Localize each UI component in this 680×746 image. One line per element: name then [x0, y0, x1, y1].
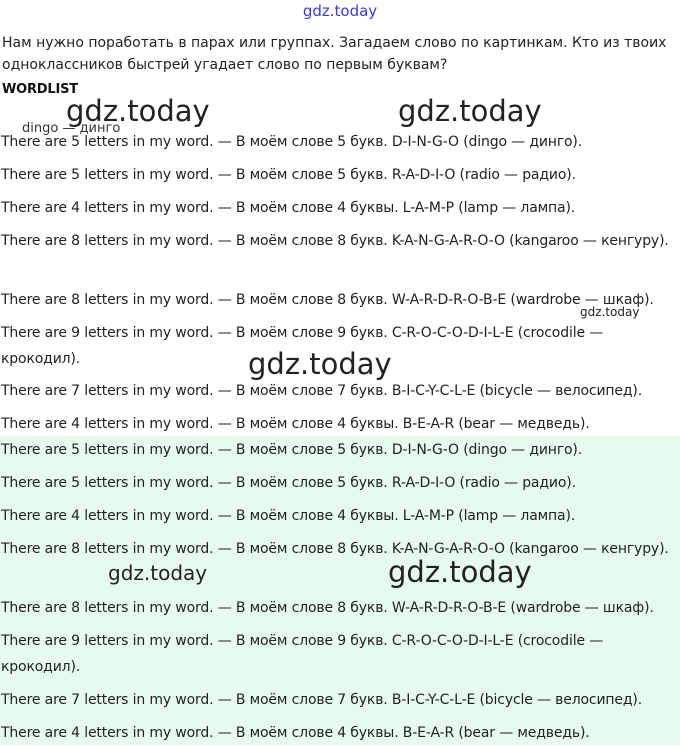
watermark: gdz.today	[388, 555, 532, 589]
answer-line: There are 5 letters in my word. — В моём слове 5 букв. D-I-N-G-O (dingo — динго).	[1, 134, 583, 150]
answer-line: There are 7 letters in my word. — В моём слове 7 букв. B-I-C-Y-C-L-E (bicycle — велосипед).	[1, 383, 643, 399]
answer-line: There are 8 letters in my word. — В моём слове 8 букв. K-A-N-G-A-R-O-O (kangaroo — кенгуру).	[1, 541, 669, 557]
answer-line: There are 4 letters in my word. — В моём слове 4 буквы. L-A-M-P (lamp — лампа).	[1, 200, 576, 216]
answer-line: There are 4 letters in my word. — В моём слове 4 буквы. B-E-A-R (bear — медведь).	[1, 725, 590, 741]
answer-line: There are 5 letters in my word. — В моём слове 5 букв. D-I-N-G-O (dingo — динго).	[1, 442, 583, 458]
answer-line: There are 9 letters in my word. — В моём слове 9 букв. C-R-O-C-O-D-I-L-E (crocodile — крокодил).	[1, 633, 604, 675]
answer-line: There are 8 letters in my word. — В моём слове 8 букв. W-A-R-D-R-O-B-E (wardrobe — шкаф).	[1, 600, 654, 616]
answer-line: There are 5 letters in my word. — В моём слове 5 букв. R-A-D-I-O (radio — радио).	[1, 475, 576, 491]
task-intro: Нам нужно поработать в парах или группах. Загадаем слово по картинкам. Кто из твоих одноклассников быстрей угадает слово по первым буквам?	[2, 35, 667, 73]
answer-line: There are 4 letters in my word. — В моём слове 4 буквы. L-A-M-P (lamp — лампа).	[1, 508, 576, 524]
answer-line: There are 5 letters in my word. — В моём слове 5 букв. R-A-D-I-O (radio — радио).	[1, 167, 576, 183]
wordlist-partial-line: dingo — динго	[22, 121, 121, 136]
watermark: gdz.today	[108, 561, 208, 585]
answer-line: There are 7 letters in my word. — В моём слове 7 букв. B-I-C-Y-C-L-E (bicycle — велосипед).	[1, 692, 643, 708]
watermark: gdz.today	[248, 347, 392, 381]
site-title[interactable]: gdz.today	[302, 2, 378, 20]
answer-line: There are 4 letters in my word. — В моём слове 4 буквы. B-E-A-R (bear — медведь).	[1, 416, 590, 432]
answer-line: There are 9 letters in my word. — В моём слове 9 букв. C-R-O-C-O-D-I-L-E (crocodile — крокодил).	[1, 325, 604, 367]
watermark: gdz.today	[66, 94, 210, 128]
answer-line: There are 8 letters in my word. — В моём слове 8 букв. K-A-N-G-A-R-O-O (kangaroo — кенгуру).	[1, 233, 669, 249]
answer-line: There are 8 letters in my word. — В моём слове 8 букв. W-A-R-D-R-O-B-E (wardrobe — шкаф).	[1, 292, 654, 308]
watermark: gdz.today	[398, 94, 542, 128]
watermark: gdz.today	[580, 305, 640, 319]
wordlist-heading: WORDLIST	[2, 82, 78, 97]
